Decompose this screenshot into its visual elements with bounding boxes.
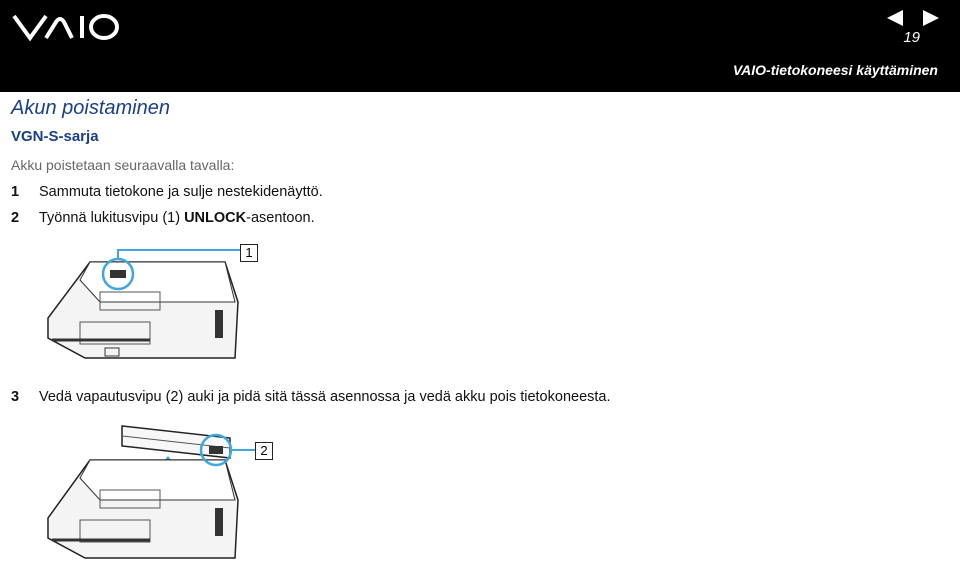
next-arrow-icon[interactable] [923, 10, 939, 26]
callout-2: 2 [255, 442, 273, 460]
step-3 [11, 389, 611, 405]
page-navigation [885, 8, 945, 28]
step-2 [11, 210, 315, 226]
step-text-bold: UNLOCK [184, 210, 247, 226]
prev-arrow-icon[interactable] [887, 10, 903, 26]
step-number: 2 [11, 210, 20, 226]
step-text: -asentoon. [246, 210, 315, 226]
intro-text: Akku poistetaan seuraavalla tavalla: [11, 157, 235, 173]
step-number: 3 [11, 389, 20, 405]
step-1 [11, 184, 323, 200]
vaio-logo [12, 12, 122, 42]
step-text: Vedä vapautusvipu (2) auki ja pidä sitä tässä asennossa ja vedä akku pois tietokoneesta. [39, 389, 611, 405]
page-number: 19 [903, 29, 920, 46]
subsection-title: VGN-S-sarja [11, 128, 99, 145]
step-number: 1 [11, 184, 20, 200]
header-title: VAIO-tietokoneesi käyttäminen [732, 62, 938, 78]
step-text: Työnnä lukitusvipu (1) [39, 210, 185, 226]
section-title: Akun poistaminen [11, 97, 170, 119]
step-text: Sammuta tietokone ja sulje nestekidenäyttö. [39, 184, 323, 200]
page-header [0, 0, 960, 92]
callout-1: 1 [240, 244, 258, 262]
laptop-battery-removal-illustration [40, 418, 280, 570]
